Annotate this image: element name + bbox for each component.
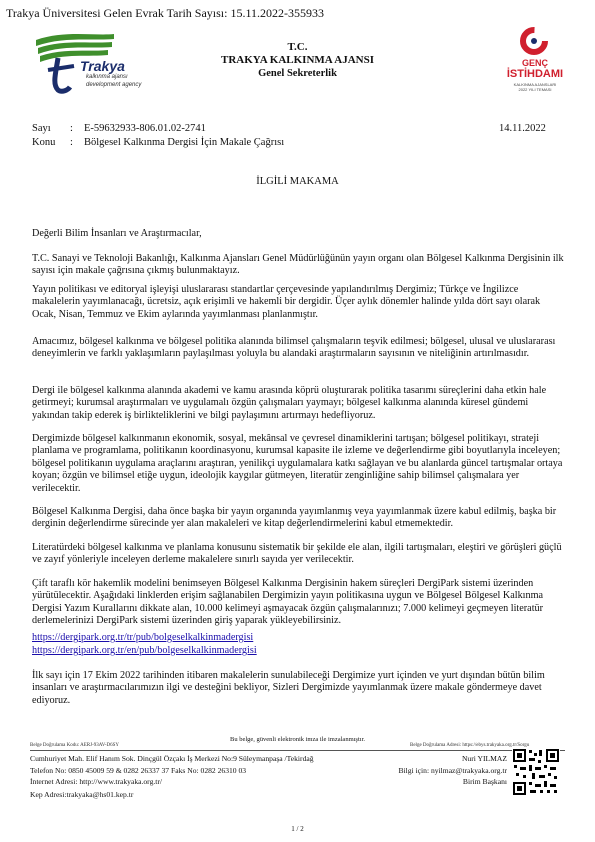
header-tc: T.C. xyxy=(287,41,308,53)
sayi-colon: : xyxy=(70,123,73,134)
paragraph-7: Literatürdeki bölgesel kalkınma ve planlama konusunu sistematik bir şekilde ele alan, ilgili tartışmaları, eleştiri ve görüşleri güçlü ve zayıf yönleriyle inceleyen derleme makalelere sınırlı sayıda yer verilecektir. xyxy=(32,542,562,566)
genc-istihdami-logo xyxy=(495,26,575,106)
paragraph-4: Dergi ile bölgesel kalkınma alanında akademi ve kamu arasında köprü oluşturarak politika tasarımı süreçlerini daha etkin hale getirmeyi; kurumsal araştırmaları ve uygulamalı özgün çalışmaları yaymayı; bölgesel kalkınma alanında küresel gündemi yakından takip ederek iş birlikteliklerini ve bilgi paylaşımını artırmayı hedefliyoruz. xyxy=(32,385,547,421)
footer-address: Cumhuriyet Mah. Elif Hanım Sok. Dinçgül Özçakı İş Merkezi No:9 Süleymanpaşa /Tekirdağ xyxy=(30,754,314,763)
konu-label: Konu xyxy=(32,137,56,148)
konu-colon: : xyxy=(70,137,73,148)
footer-internet[interactable]: İnternet Adresi: http://www.trakyaka.org.tr/ xyxy=(30,777,163,786)
logo-genc-text: GENÇ xyxy=(521,58,548,68)
signer-title: Birim Başkanı xyxy=(462,777,507,786)
esignature-note: Bu belge, güvenli elektronik imza ile imzalanmıştır. xyxy=(229,736,366,743)
dergipark-link-tr[interactable]: https://dergipark.org.tr/tr/pub/bolgeselkalkinmadergisi xyxy=(32,632,254,643)
dergipark-link-en[interactable]: https://dergipark.org.tr/en/pub/bolgeselkalkinmadergisi xyxy=(32,645,257,656)
logo-kalkinma-ajanslari-text: KALKINMA AJANSLARI xyxy=(513,82,557,87)
footer-divider xyxy=(30,750,565,751)
signer-info: Bilgi için: nyilmaz@trakyaka.org.tr xyxy=(398,766,507,775)
logo-theme-text: 2022 YILI TEMASI xyxy=(518,87,552,92)
addressee: İLGİLİ MAKAMA xyxy=(256,176,339,187)
footer-kep: Kep Adresi:trakyaka@hs01.kep.tr xyxy=(30,790,134,799)
qr-code xyxy=(512,748,560,796)
paragraph-8: Çift taraflı kör hakemlik modelini benimseyen Bölgesel Kalkınma Dergisinin hakem süreçleri DergiPark sistemi üzerinden yürütülecektir. Aşağıdaki linklerden erişim sağlanabilen Dergimizin yayın politikasına uygun ve Bölgesel Bölgesel Kalkınma Dergisi Yazım Kurallarını dikkate alan, 10.000 kelimeyi aşmayacak özgün çalışmalarınızı; 7.000 kelimeyi geçmeyen literatür derlemelerinizi DergiPark sistemi üzerinden giriş yaparak yükleyebilirsiniz. xyxy=(32,578,544,627)
verify-address: Belge Doğrulama Adresi: https://ebys.trakyaka.org.tr/Sorgu xyxy=(410,743,530,748)
signer-name: Nuri YILMAZ xyxy=(461,754,507,763)
paragraph-6: Bölgesel Kalkınma Dergisi, daha önce başka bir yayın organında yayımlanmış veya yayımlanmak üzere kabul edilmiş, başka bir derginin değerlendirme sürecinde yer alan makaleleri ve kitap değerlendirmelerini kabul etmemektedir. xyxy=(32,506,557,530)
page-number: 1 / 2 xyxy=(291,825,304,833)
logo-brand-text: Trakya xyxy=(80,58,125,74)
sayi-value: E-59632933-806.01.02-2741 xyxy=(84,123,206,134)
logo-subtitle-2: development agency xyxy=(86,82,142,88)
document-stamp-line: Trakya Üniversitesi Gelen Evrak Tarih Sayısı: 15.11.2022-355933 xyxy=(6,6,325,20)
verify-code: Belge Doğrulama Kodu: AERJ-93AV-D6SY xyxy=(30,743,120,748)
konu-row xyxy=(32,137,284,148)
paragraph-2: Yayın politikası ve editoryal işleyişi uluslararası standartlar çerçevesinde yapılandırılmış Dergimiz; Türkçe ve İngilizce makalelerin yayımlanacağı, ücretsiz, açık erişimli ve hakemli bir dergidir. Üçer aylık dönemler halinde yılda dört sayı olarak Ocak, Nisan, Temmuz ve Ekim aylarında yayımlanması planlanmıştır. xyxy=(32,284,541,320)
sayi-label: Sayı xyxy=(32,123,51,134)
closing-paragraph: İlk sayı için 17 Ekim 2022 tarihinden itibaren makalelerin sunulabileceği Dergimize yurt içinden ve yurt dışından bütün bilim insanları ve araştırmacılarımızın ilgi ve desteğini bekliyor, Sizleri Dergimizde yayımlanmak üzere makale göndermeye davet ediyoruz. xyxy=(32,670,545,706)
header-department: Genel Sekreterlik xyxy=(258,68,337,79)
salutation: Değerli Bilim İnsanları ve Araştırmacılar, xyxy=(32,228,202,239)
paragraph-1: T.C. Sanayi ve Teknoloji Bakanlığı, Kalkınma Ajansları Genel Müdürlüğünün yayın organı olan Bölgesel Kalkınma Dergisinin ilk sayısı için makale çağrısına çıkmış bulunmaktayız. xyxy=(32,253,564,277)
document-date: 14.11.2022 xyxy=(499,123,546,134)
paragraph-3: Amacımız, bölgesel kalkınma ve bölgesel politika alanında bilimsel çalışmaların teşvik edilmesi; bölgesel, ulusal ve uluslararası deneyimlerin ve farklı yaklaşımların paylaşılması yoluyla bu alandaki araştırmaların sayısının ve niteliğinin artırılmasıdır. xyxy=(32,336,556,360)
header-agency: TRAKYA KALKINMA AJANSI xyxy=(220,54,374,66)
footer-phone: Telefon No: 0850 45009 59 & 0282 26337 37 Faks No: 0282 26310 03 xyxy=(30,766,247,775)
logo-istihdami-text: İSTİHDAMI xyxy=(506,68,564,80)
konu-value: Bölgesel Kalkınma Dergisi İçin Makale Çağrısı xyxy=(84,137,285,148)
paragraph-5: Dergimizde bölgesel kalkınmanın ekonomik, sosyal, mekânsal ve çevresel dinamiklerini tartışan; bölgesel politikayı, strateji planlama ve programlama, politikanın koordinasyonu, kurumsal kapasite ile izleme ve değerlendirme gibi boyutlarıyla inceleyen; bölgesel politikanın uygulama araçlarını araştıran, yenilikçi uygulamalara katkı sağlayan ve bu alanlarda güncel tartışmalar ortaya koyan; özgün ve bilimsel etiğe uygun, ideolojik kaygılar gütmeyen, literatür zenginliğine sahip bilimsel çalışmalara yer verilecektir. xyxy=(32,433,563,494)
sayi-row xyxy=(32,123,206,134)
logo-subtitle-1: kalkınma ajansı xyxy=(86,74,128,80)
